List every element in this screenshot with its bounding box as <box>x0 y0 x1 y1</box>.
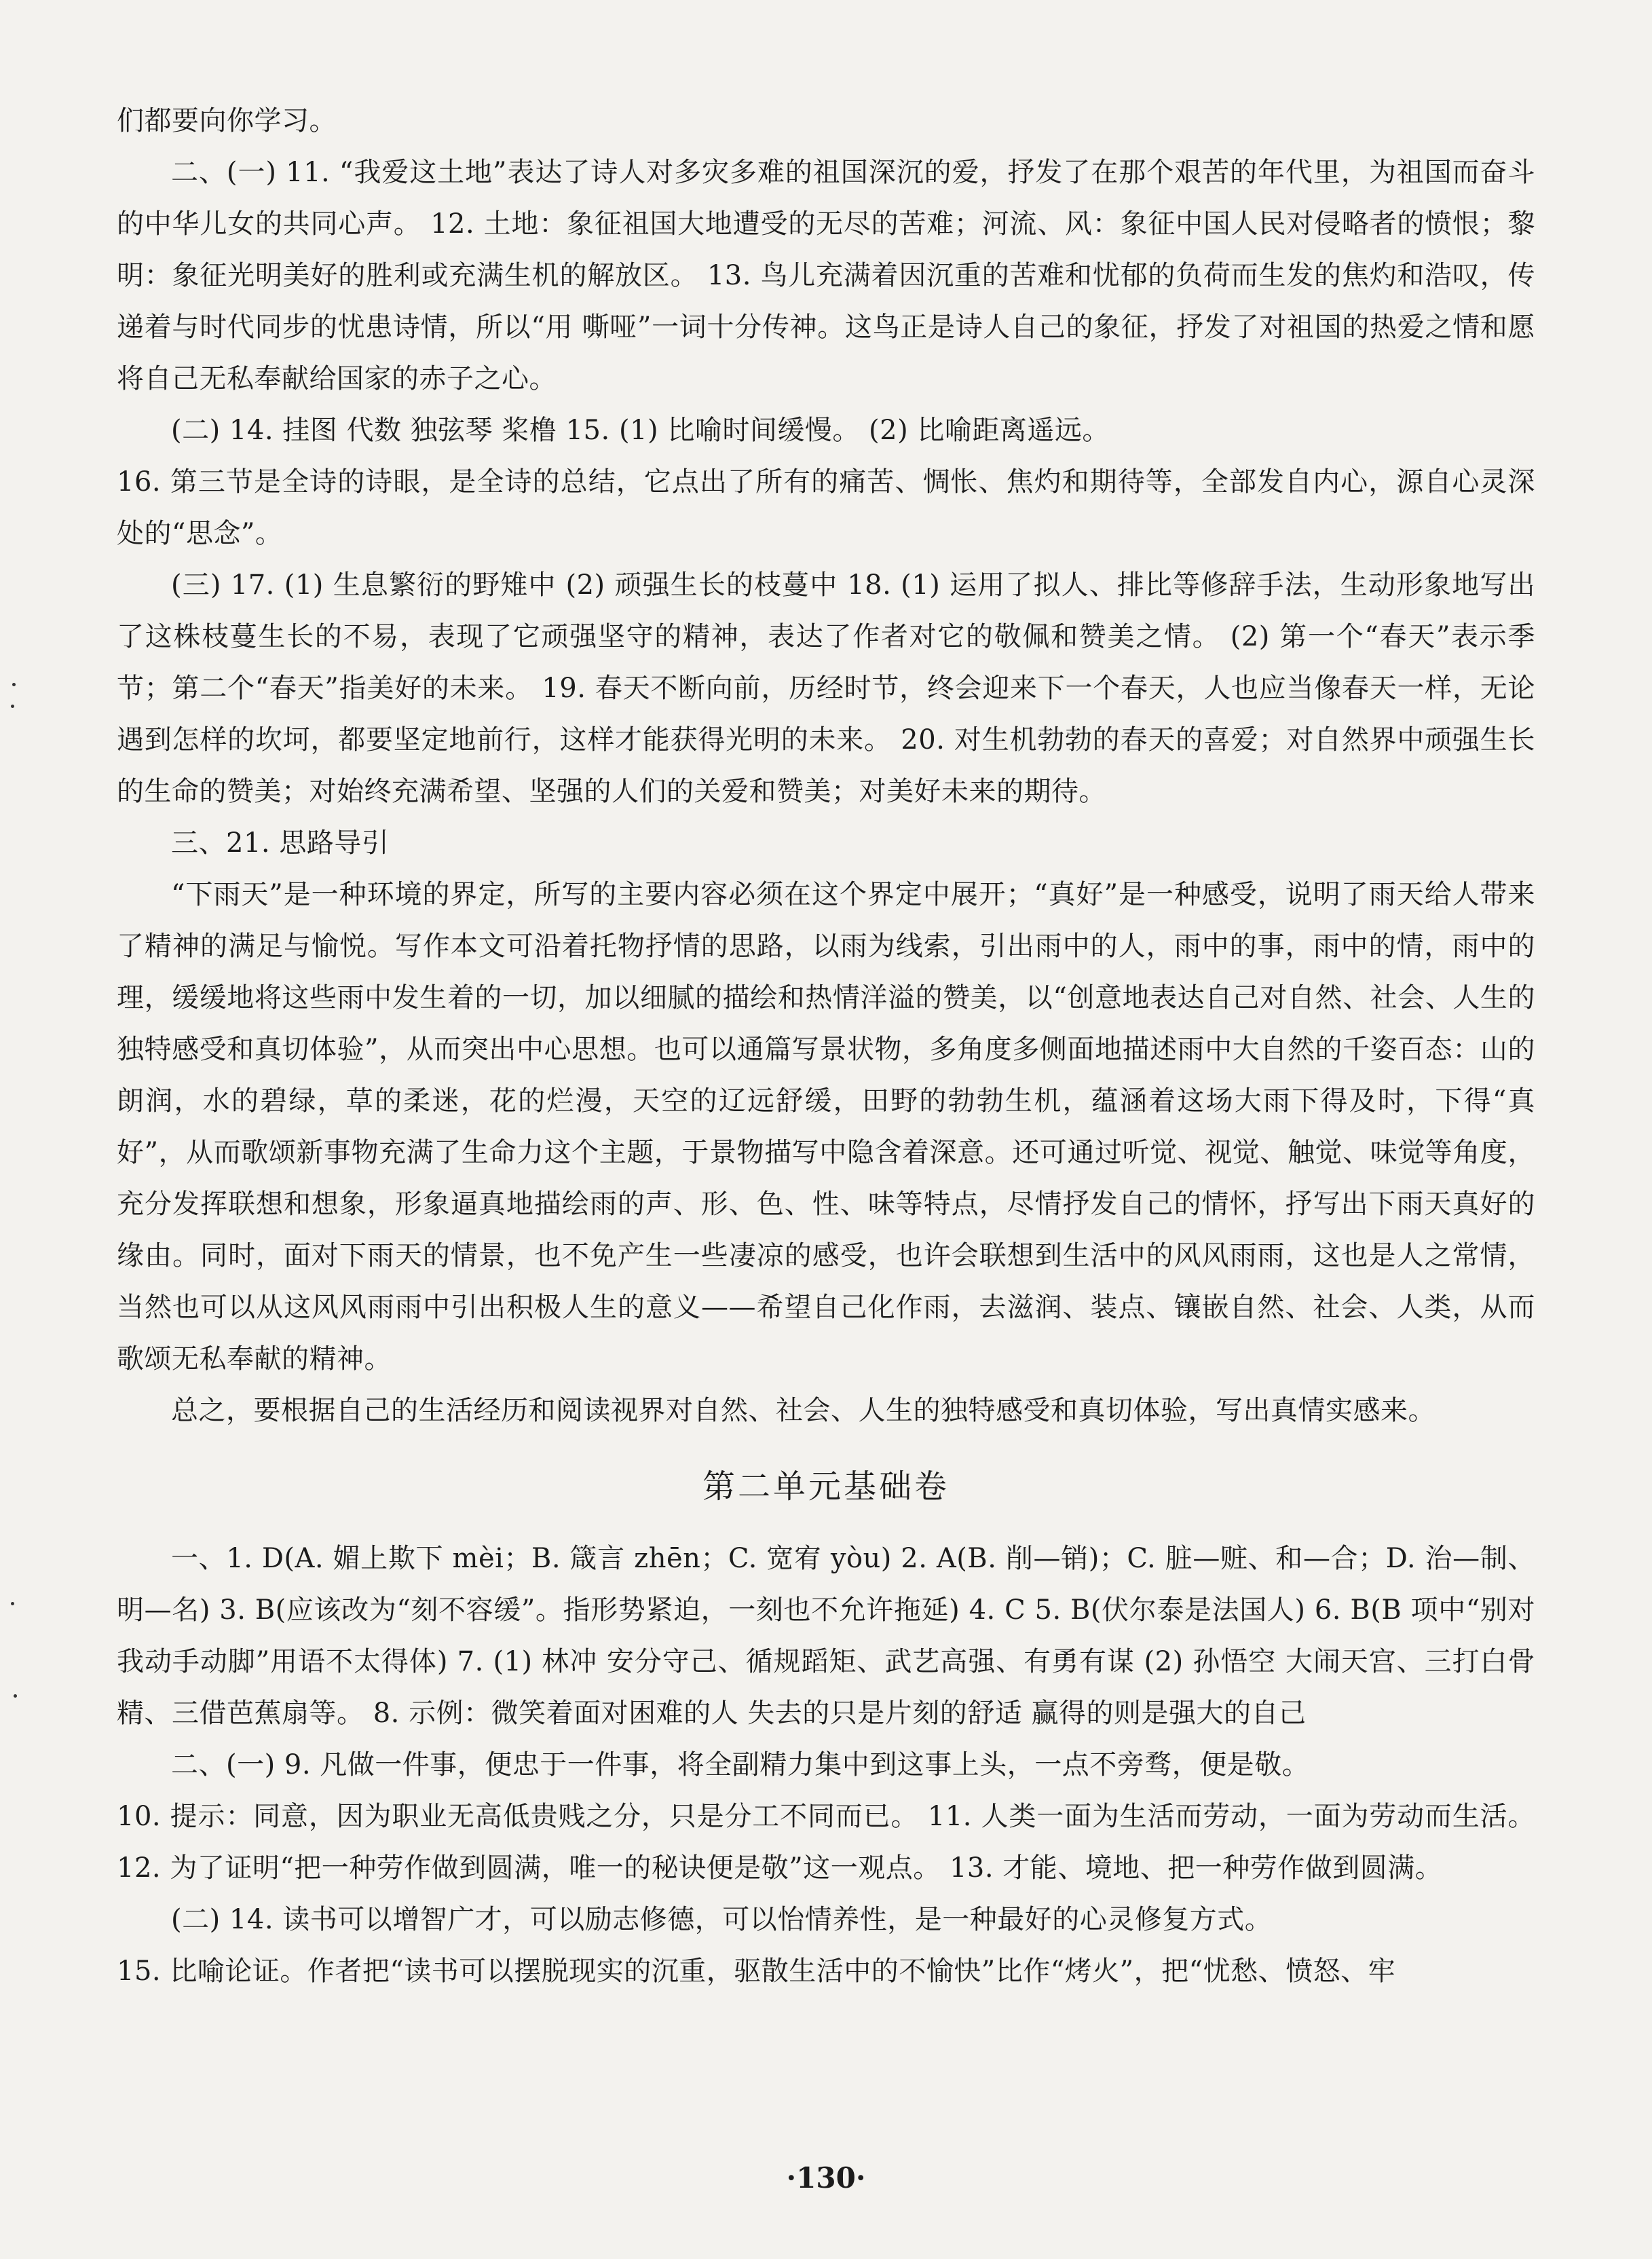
paragraph-3: (二) 14. 挂图 代数 独弦琴 桨橹 15. (1) 比喻时间缓慢。 (2) 比喻距离遥远。 <box>171 415 1110 446</box>
paragraph-4: 16. 第三节是全诗的诗眼，是全诗的总结，它点出了所有的痛苦、惆怅、焦灼和期待等，全部发自内心，源自心灵深处的“思念”。 <box>117 466 1535 549</box>
section-paragraph-4: (二) 14. 读书可以增智广才，可以励志修德，可以怡情养性，是一种最好的心灵修复方式。 <box>171 1904 1273 1935</box>
paragraph-1: 们都要向你学习。 <box>117 105 337 136</box>
scan-speck <box>11 705 14 708</box>
page-number: ·130· <box>786 2161 866 2195</box>
paragraph-2: 二、(一) 11. “我爱这土地”表达了诗人对多灾多难的祖国深沉的爱，抒发了在那个艰苦的年代里，为祖国而奋斗的中华儿女的共同心声。 12. 土地：象征祖国大地遭受的无尽的苦难；河流、风：象征中国人民对侵略者的愤恨；黎明：象征光明美好的胜利或充满生机的解放区。 13. 鸟儿充满着因沉重的苦难和忧郁的负荷而生发的焦灼和浩叹，传递着与时代同步的忧患诗情，所以“用 嘶哑”一词十分传神。这鸟正是诗人自己的象征，抒发了对祖国的热爱之情和愿将自己无私奉献给国家的赤子之心。 <box>117 157 1535 394</box>
paragraph-7: “下雨天”是一种环境的界定，所写的主要内容必须在这个界定中展开；“真好”是一种感受，说明了雨天给人带来了精神的满足与愉悦。写作本文可沿着托物抒情的思路，以雨为线索，引出雨中的人，雨中的事，雨中的情，雨中的理，缓缓地将这些雨中发生着的一切，加以细腻的描绘和热情洋溢的赞美，以“创意地表达自己对自然、社会、人生的独特感受和真切体验”，从而突出中心思想。也可以通篇写景状物，多角度多侧面地描述雨中大自然的千姿百态：山的朗润，水的碧绿，草的柔迷，花的烂漫，天空的辽远舒缓，田野的勃勃生机，蕴涵着这场大雨下得及时，下得“真好”，从而歌颂新事物充满了生命力这个主题，于景物描写中隐含着深意。还可通过听觉、视觉、触觉、味觉等角度，充分发挥联想和想象，形象逼真地描绘雨的声、形、色、性、味等特点，尽情抒发自己的情怀，抒写出下雨天真好的缘由。同时，面对下雨天的情景，也不免产生一些凄凉的感受，也许会联想到生活中的风风雨雨，这也是人之常情，当然也可以从这风风雨雨中引出积极人生的意义——希望自己化作雨，去滋润、装点、镶嵌自然、社会、人类，从而歌颂无私奉献的精神。 <box>117 879 1535 1375</box>
paragraph-8: 总之，要根据自己的生活经历和阅读视界对自然、社会、人生的独特感受和真切体验，写出真情实感来。 <box>171 1395 1435 1426</box>
section-title: 第二单元基础卷 <box>702 1468 950 1506</box>
scan-speck <box>11 1602 14 1605</box>
scan-speck <box>14 1694 17 1698</box>
section-paragraph-3: 10. 提示：同意，因为职业无高低贵贱之分，只是分工不同而已。 11. 人类一面为生活而劳动，一面为劳动而生活。 12. 为了证明“把一种劳作做到圆满，唯一的秘诀便是敬”这一观点。 13. 才能、境地、把一种劳作做到圆满。 <box>117 1801 1535 1884</box>
section-paragraph-1: 一、1. D(A. 媚上欺下 mèi；B. 箴言 zhēn；C. 宽宥 yòu) 2. A(B. 削—销)；C. 脏—赃、和—合；D. 治—制、明—名) 3. B(应该改为“刻不容缓”。指形势紧迫，一刻也不允许拖延) 4. C 5. B(伏尔泰是法国人) 6. B(B 项中“别对我动手动脚”用语不太得体) 7. (1) 林冲 安分守己、循规蹈矩、武艺高强、有勇有谋 (2) 孙悟空 大闹天宫、三打白骨精、三借芭蕉扇等。 8. 示例：微笑着面对困难的人 失去的只是片刻的舒适 赢得的则是强大的自己 <box>117 1543 1535 1729</box>
scan-speck <box>12 683 16 686</box>
page-body <box>117 95 1535 2186</box>
paragraph-6: 三、21. 思路导引 <box>171 827 390 859</box>
section-paragraph-2: 二、(一) 9. 凡做一件事，便忠于一件事，将全副精力集中到这事上头，一点不旁骛，便是敬。 <box>171 1749 1310 1780</box>
paragraph-5: (三) 17. (1) 生息繁衍的野雉中 (2) 顽强生长的枝蔓中 18. (1) 运用了拟人、排比等修辞手法，生动形象地写出了这株枝蔓生长的不易，表现了它顽强坚守的精神，表达了作者对它的敬佩和赞美之情。 (2) 第一个“春天”表示季节；第二个“春天”指美好的未来。 19. 春天不断向前，历经时节，终会迎来下一个春天，人也应当像春天一样，无论遇到怎样的坎坷，都要坚定地前行，这样才能获得光明的未来。 20. 对生机勃勃的春天的喜爱；对自然界中顽强生长的生命的赞美；对始终充满希望、坚强的人们的关爱和赞美；对美好未来的期待。 <box>117 570 1535 807</box>
section-paragraph-5: 15. 比喻论证。作者把“读书可以摆脱现实的沉重，驱散生活中的不愉快”比作“烤火”，把“忧愁、愤怒、牢 <box>117 1956 1396 1987</box>
